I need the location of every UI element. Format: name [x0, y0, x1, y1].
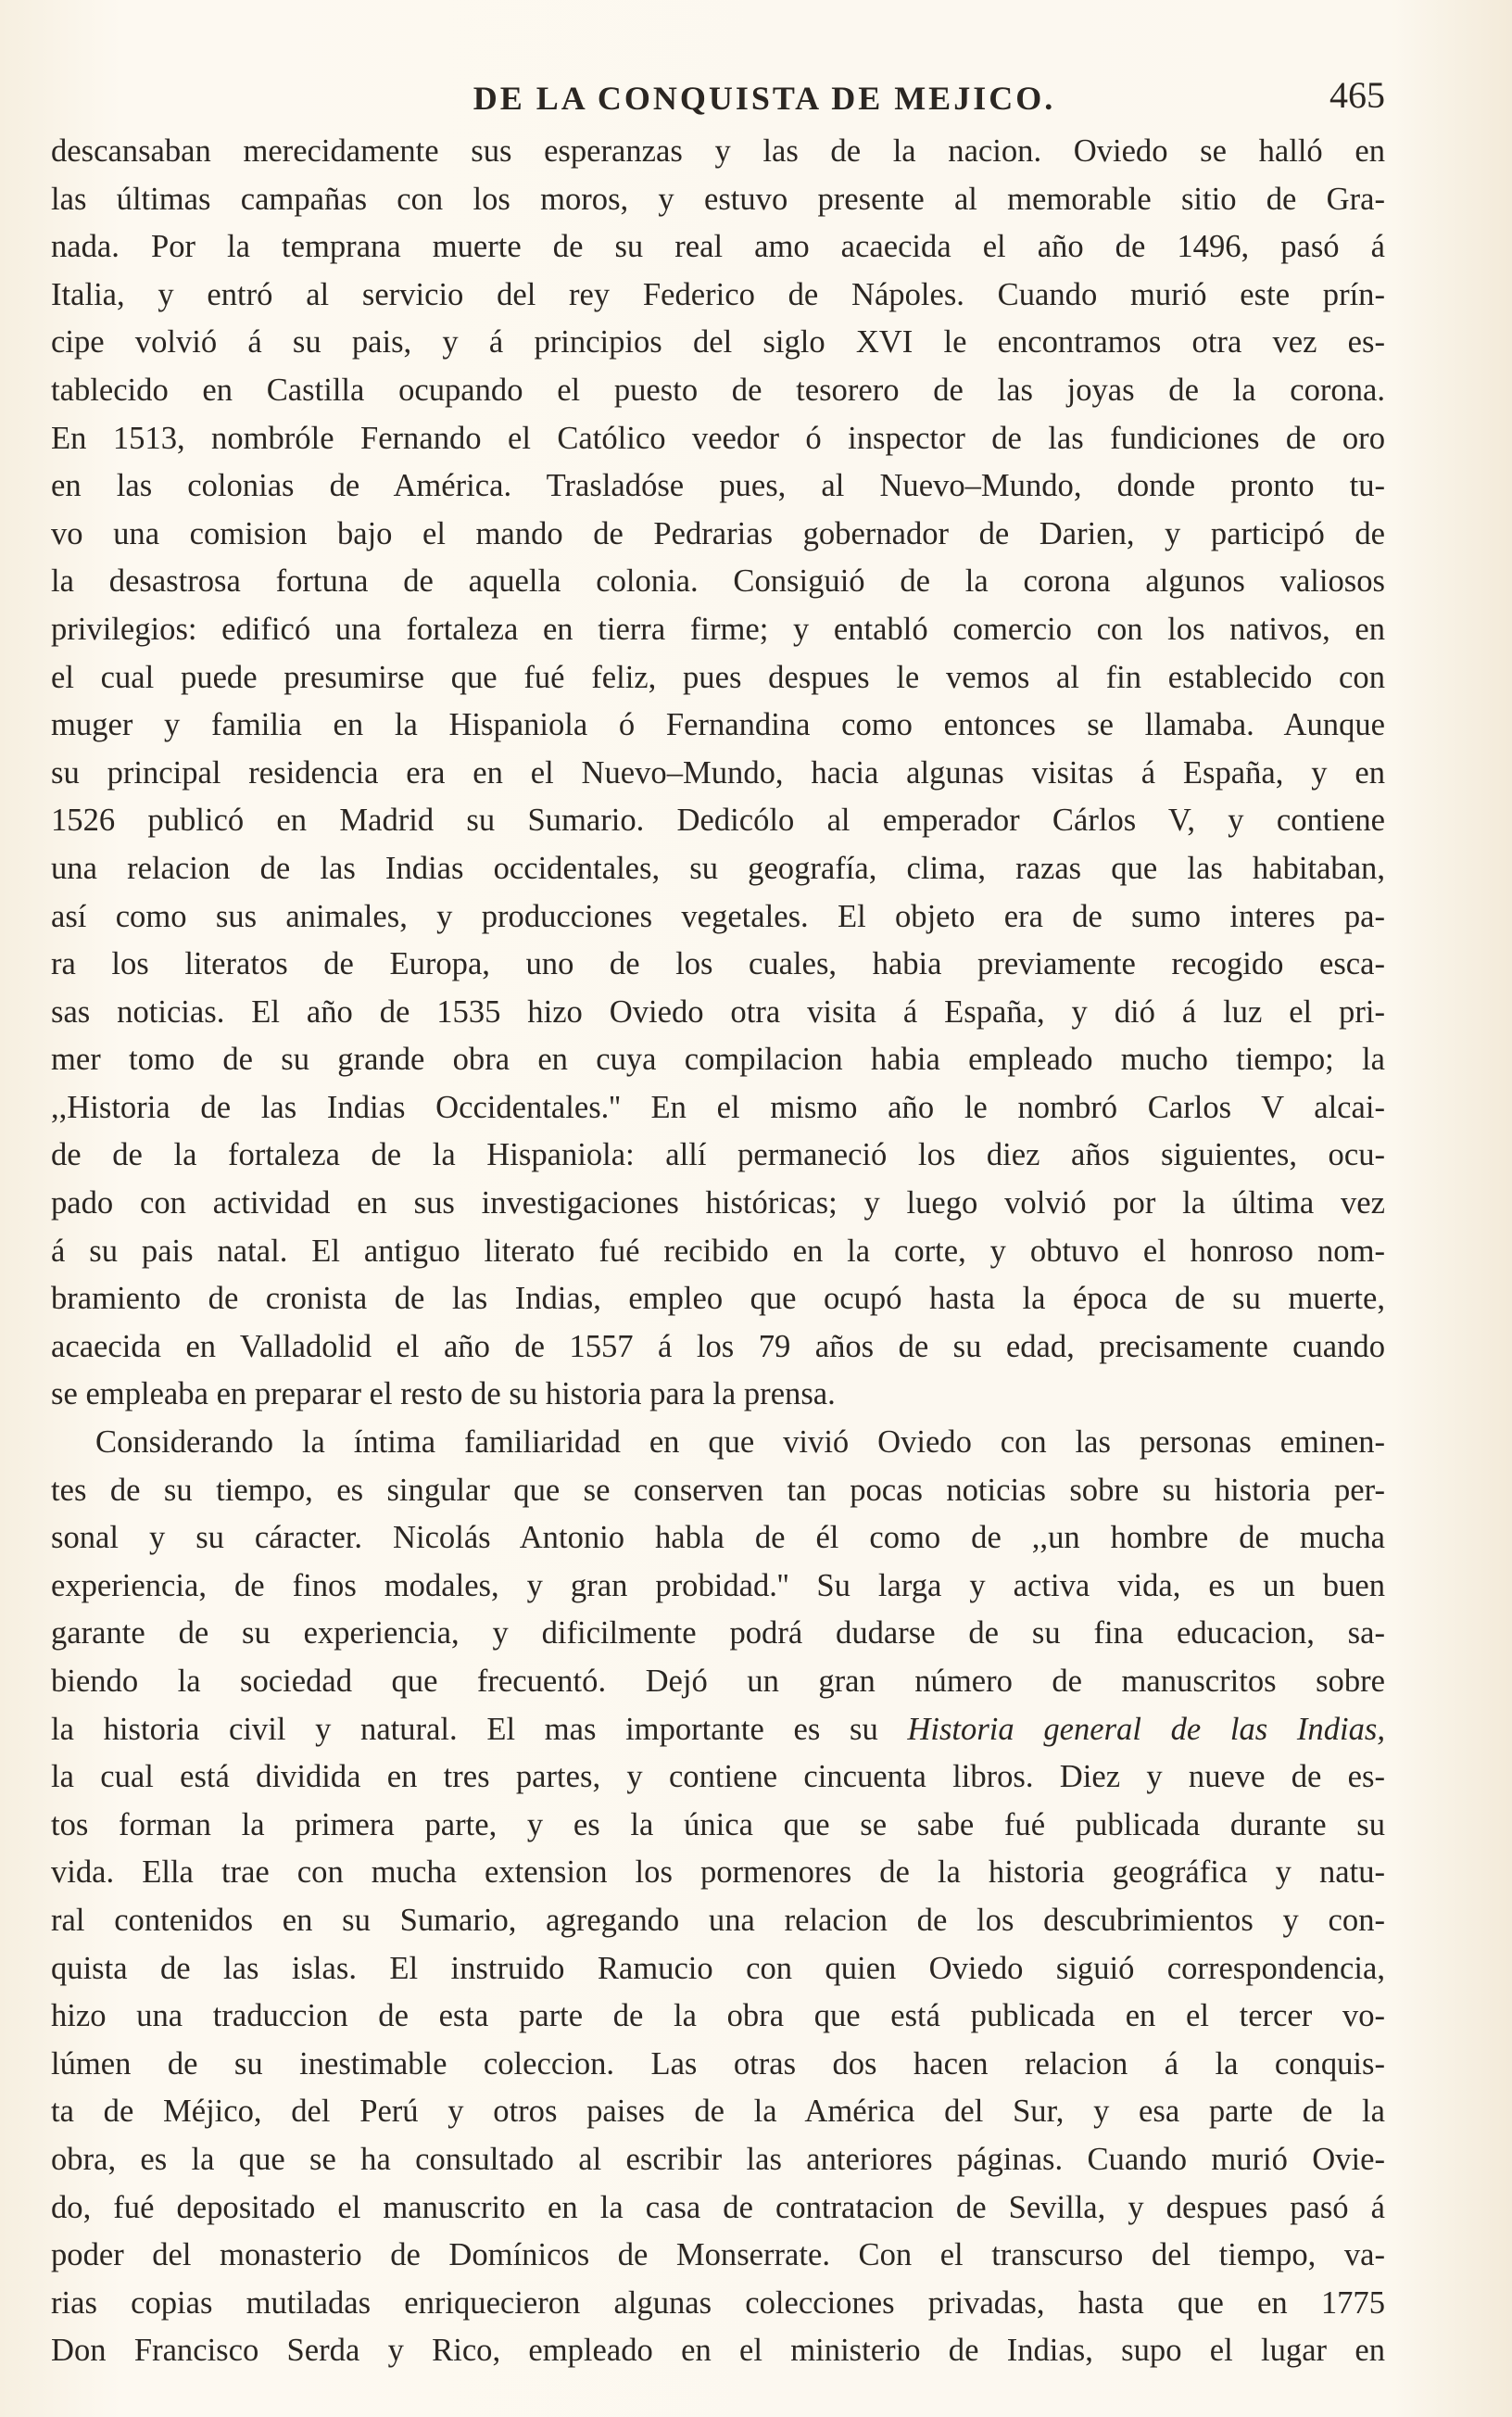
- text-line: rias copias mutiladas enriquecieron algunas colecciones privadas, hasta que en 1775: [51, 2284, 1385, 2321]
- text-line: poder del monasterio de Domínicos de Monserrate. Con el transcurso del tiempo, va-: [51, 2237, 1385, 2273]
- italic-work-title: Historia general de las Indias,: [907, 1711, 1385, 1747]
- text-line: tablecido en Castilla ocupando el puesto de tesorero de las joyas de la corona.: [51, 372, 1385, 408]
- text-line: biendo la sociedad que frecuentó. Dejó un gran número de manuscritos sobre: [51, 1664, 1385, 1699]
- text-line: ra los literatos de Europa, uno de los cuales, habia previamente recogido esca-: [51, 946, 1385, 982]
- text-line: acaecida en Valladolid el año de 1557 á los 79 años de su edad, precisamente cuando: [51, 1328, 1385, 1364]
- text-line: tos forman la primera parte, y es la única que se sabe fué publicada durante su: [51, 1806, 1385, 1842]
- text-line: vo una comision bajo el mando de Pedrarias gobernador de Darien, y participó de: [51, 515, 1385, 551]
- text-line: En 1513, nombróle Fernando el Católico veedor ó inspector de las fundiciones de oro: [51, 420, 1385, 456]
- text-line: privilegios: edificó una fortaleza en tierra firme; y entabló comercio con los nativos, en: [51, 611, 1385, 647]
- text-line: vida. Ella trae con mucha extension los pormenores de la historia geográfica y natu-: [51, 1854, 1385, 1891]
- paragraph: [51, 1419, 1385, 2375]
- text-line: una relacion de las Indias occidentales, su geografía, clima, razas que las habitaban,: [51, 850, 1385, 886]
- text-line: pado con actividad en sus investigaciones históricas; y luego volvió por la última vez: [51, 1185, 1385, 1221]
- text-line: sas noticias. El año de 1535 hizo Oviedo otra visita á España, y dió á luz el pri-: [51, 993, 1385, 1030]
- text-line: las últimas campañas con los moros, y estuvo presente al memorable sitio de Gra-: [51, 181, 1385, 217]
- text-line: tes de su tiempo, es singular que se conserven tan pocas noticias sobre su historia per-: [51, 1472, 1385, 1508]
- text-line: muger y familia en la Hispaniola ó Fernandina como entonces se llamaba. Aunque: [51, 707, 1385, 743]
- text-line: se empleaba en preparar el resto de su historia para la prensa.: [51, 1376, 836, 1412]
- text-line: obra, es la que se ha consultado al escribir las anteriores páginas. Cuando murió Ovie-: [51, 2141, 1385, 2177]
- text-line: nada. Por la temprana muerte de su real amo acaecida el año de 1496, pasó á: [51, 229, 1385, 265]
- text-line: cipe volvió á su pais, y á principios del siglo XVI le encontramos otra vez es-: [51, 324, 1385, 361]
- text-line: á su pais natal. El antiguo literato fué recibido en la corte, y obtuvo el honroso nom-: [51, 1233, 1385, 1269]
- text-line: así como sus animales, y producciones vegetales. El objeto era de sumo interes pa-: [51, 898, 1385, 934]
- text-line: ,,Historia de las Indias Occidentales.'' En el mismo año le nombró Carlos V alcai-: [51, 1089, 1385, 1125]
- text-line: Italia, y entró al servicio del rey Federico de Nápoles. Cuando murió este prín-: [51, 276, 1385, 312]
- running-head-title: DE LA CONQUISTA DE MEJICO.: [472, 80, 1056, 117]
- text-line: la cual está dividida en tres partes, y contiene cincuenta libros. Diez y nueve de es-: [51, 1759, 1385, 1795]
- text-line: ral contenidos en su Sumario, agregando una relacion de los descubrimientos y con-: [51, 1902, 1385, 1938]
- text-line: lúmen de su inestimable coleccion. Las otras dos hacen relacion á la conquis-: [51, 2045, 1385, 2082]
- text-run: la historia civil y natural. El mas importante es su: [51, 1711, 908, 1747]
- text-line: la desastrosa fortuna de aquella colonia. Consiguió de la corona algunos valiosos: [51, 563, 1385, 600]
- text-line: en las colonias de América. Trasladóse pues, al Nuevo–Mundo, donde pronto tu-: [51, 468, 1385, 504]
- text-line: experiencia, de finos modales, y gran probidad.'' Su larga y activa vida, es un buen: [51, 1567, 1385, 1603]
- text-line: bramiento de cronista de las Indias, empleo que ocupó hasta la época de su muerte,: [51, 1281, 1385, 1317]
- text-line: sonal y su cáracter. Nicolás Antonio habla de él como de ,,un hombre de mucha: [51, 1520, 1385, 1556]
- text-line: hizo una traduccion de esta parte de la obra que está publicada en el tercer vo-: [51, 1998, 1385, 2034]
- text-line: su principal residencia era en el Nuevo–Mundo, hacia algunas visitas á España, y en: [51, 754, 1385, 791]
- text-line: el cual puede presumirse que fué feliz, pues despues le vemos al fin establecido con: [51, 659, 1385, 695]
- text-line: Don Francisco Serda y Rico, empleado en el ministerio de Indias, supo el lugar en: [51, 2333, 1385, 2369]
- page-number: 465: [1329, 74, 1385, 116]
- text-line: mer tomo de su grande obra en cuya compilacion habia empleado mucho tiempo; la: [51, 1042, 1385, 1078]
- text-line: de de la fortaleza de la Hispaniola: allí permaneció los diez años siguientes, ocu-: [51, 1137, 1385, 1173]
- text-line: garante de su experiencia, y dificilmente podrá dudarse de su fina educacion, sa-: [51, 1615, 1385, 1651]
- text-line: do, fué depositado el manuscrito en la casa de contratacion de Sevilla, y despues pasó á: [51, 2189, 1385, 2225]
- body-text: [51, 128, 1385, 2375]
- paragraph: [51, 128, 1385, 1419]
- text-line: [51, 1706, 1385, 1754]
- text-line: ta de Méjico, del Perú y otros paises de la América del Sur, y esa parte de la: [51, 2094, 1385, 2130]
- text-line: descansaban merecidamente sus esperanzas y las de la nacion. Oviedo se halló en: [51, 133, 1385, 169]
- text-line: 1526 publicó en Madrid su Sumario. Dedicólo al emperador Cárlos V, y contiene: [51, 803, 1385, 839]
- running-head: [51, 74, 1385, 125]
- text-line: quista de las islas. El instruido Ramucio con quien Oviedo siguió correspondencia,: [51, 1950, 1385, 1986]
- text-line: Considerando la íntima familiaridad en que vivió Oviedo con las personas eminen-: [95, 1424, 1385, 1461]
